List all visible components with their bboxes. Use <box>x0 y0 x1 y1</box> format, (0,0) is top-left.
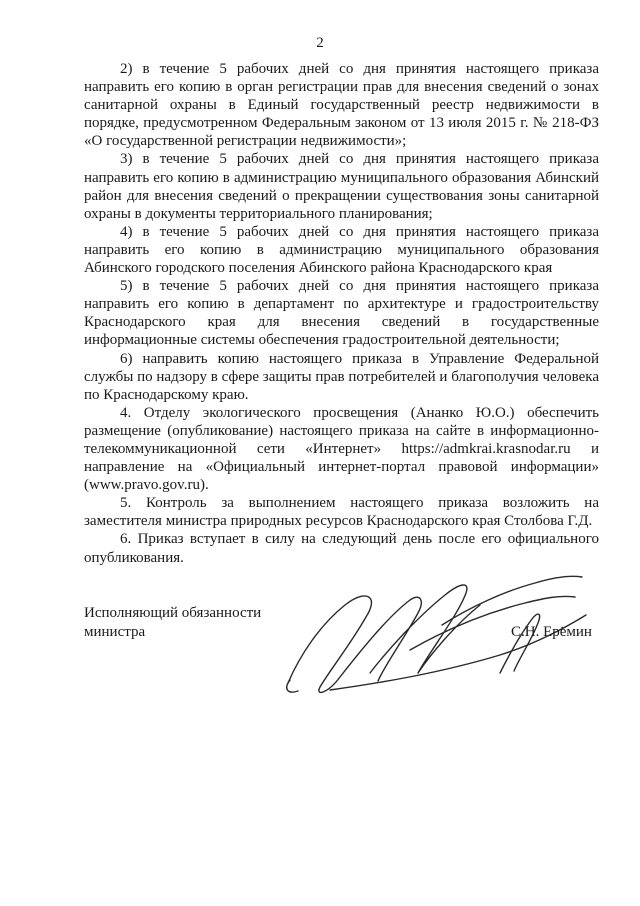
paragraph-item-4: 4) в течение 5 рабочих дней со дня принятия настоящего приказа направить его копию в администрацию муниципального образования Абинского городского поселения Абинского района Краснодарского края <box>84 223 599 277</box>
paragraph-item-5: 5) в течение 5 рабочих дней со дня принятия настоящего приказа направить его копию в департамент по архитектуре и градостроительству Краснодарского края для внесения сведений в государственные информационные системы обеспечения градостроительной деятельности; <box>84 278 599 349</box>
page-number: 2 <box>316 35 324 51</box>
paragraph-clause-6: 6. Приказ вступает в силу на следующий день после его официального опубликования. <box>84 531 599 566</box>
signer-title-line1: Исполняющий обязанности <box>84 605 262 621</box>
signer-title-line2: министра <box>84 624 146 640</box>
document-body <box>84 60 599 567</box>
paragraph-clause-4: 4. Отделу экологического просвещения (Ананко Ю.О.) обеспечить размещение (опубликование) настоящего приказа на сайте в информационно-телекоммуникационной сети «Интернет» https://admkrai.krasnodar.ru и направление на «Официальный интернет-портал правовой информации» (www.pravo.gov.ru). <box>84 404 599 494</box>
signature-block <box>84 604 599 664</box>
paragraph-clause-5: 5. Контроль за выполнением настоящего приказа возложить на заместителя министра природных ресурсов Краснодарского края Столбова Г.Д. <box>84 495 599 530</box>
paragraph-item-3: 3) в течение 5 рабочих дней со дня принятия настоящего приказа направить его копию в администрацию муниципального образования Абинский район для внесения сведений о прекращении существования зоны санитарной охраны в документы территориального планирования; <box>84 151 599 222</box>
signer-name: С.Н. Ерёмин <box>511 624 592 640</box>
paragraph-item-2: 2) в течение 5 рабочих дней со дня принятия настоящего приказа направить его копию в орган регистрации прав для внесения сведений о зонах санитарной охраны в Единый государственный реестр недвижимости в порядке, предусмотренном Федеральным законом от 13 июля 2015 г. № 218-ФЗ «О государственной регистрации недвижимости»; <box>84 61 599 150</box>
paragraph-item-6: 6) направить копию настоящего приказа в Управление Федеральной службы по надзору в сфере защиты прав потребителей и благополучия человека по Краснодарскому краю. <box>84 350 599 403</box>
